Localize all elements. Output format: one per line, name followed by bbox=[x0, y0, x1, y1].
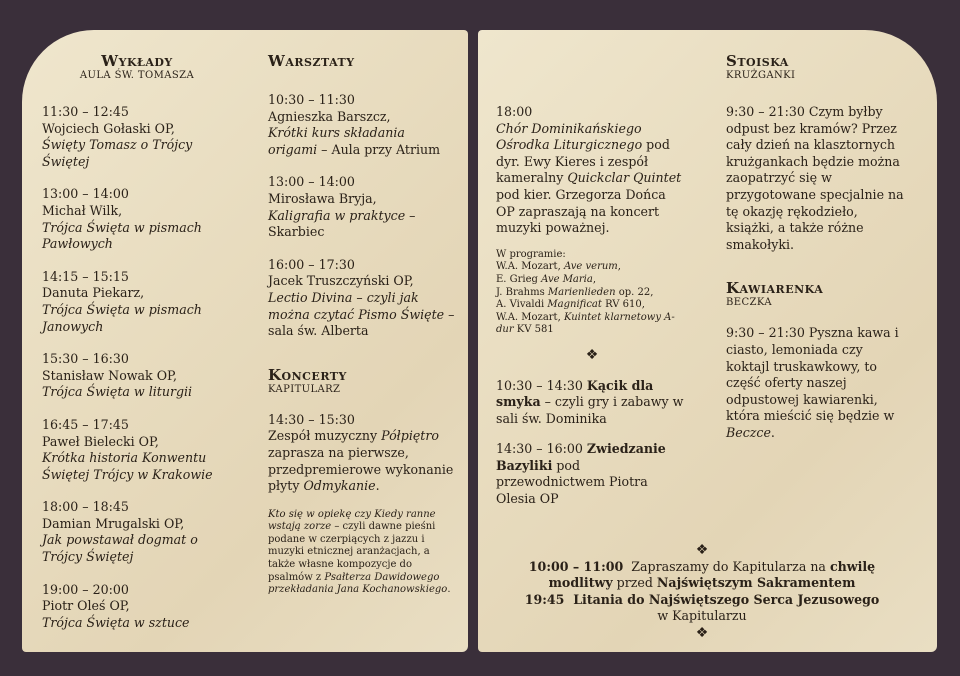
koncerty-location: KAPITULARZ bbox=[268, 383, 341, 395]
program-item bbox=[496, 299, 688, 312]
lecture-speaker: Paweł Bielecki OP, bbox=[42, 433, 159, 449]
evening-concert-text: Chór Dominikańskiego Ośrodka Liturgicznego pod dyr. Ewy Kieres i zespół kameralny Quickclar Quintet pod kier. Grzegorza Dońca OP zapraszają na koncert muzyki poważnej. bbox=[496, 120, 682, 236]
lecture-title: Trójca Święta w sztuce bbox=[42, 614, 190, 630]
divider-icon: ❖ bbox=[585, 346, 599, 363]
warsztaty-heading: Warsztaty bbox=[268, 52, 355, 70]
lecture-title: Święty Tomasz o Trójcy Świętej bbox=[42, 137, 193, 169]
center-right-column bbox=[496, 104, 688, 508]
lecture-title: Trójca Święta w liturgii bbox=[42, 384, 193, 400]
lecture-speaker: Piotr Oleś OP, bbox=[42, 598, 130, 614]
wyklady-location: AULA ŚW. TOMASZA bbox=[79, 70, 195, 81]
stoiska-heading: Stoiska bbox=[726, 52, 789, 70]
program-composer: W.A. Mozart, bbox=[496, 261, 564, 273]
workshop-place: – sala św. Alberta bbox=[268, 306, 455, 339]
program-work: Ave Maria bbox=[541, 273, 593, 285]
stoiska-location: KRUŻGANKI bbox=[726, 70, 796, 81]
program bbox=[496, 249, 688, 337]
program-rest: op. 22, bbox=[615, 286, 654, 298]
koncert-time: 14:30 – 15:30 bbox=[268, 411, 355, 427]
workshop-place: – Aula przy Atrium bbox=[317, 141, 441, 157]
lecture-speaker: Danuta Piekarz, bbox=[42, 285, 145, 301]
workshop-title-text: Kaligrafia w praktyce bbox=[268, 207, 406, 223]
lecture-item bbox=[42, 186, 232, 252]
lecture-speaker: Stanisław Nowak OP, bbox=[42, 367, 177, 383]
lecture-speaker: Wojciech Gołaski OP, bbox=[42, 120, 175, 136]
divider-icon-top: ❖ bbox=[695, 542, 709, 558]
bottom-notes bbox=[496, 542, 908, 642]
divider-icon-bottom: ❖ bbox=[695, 624, 709, 641]
kacik-block: 10:30 – 14:30 Kącik dla smyka – czyli gry i zabawy w sali św. Dominika bbox=[496, 377, 684, 426]
lecture-item bbox=[42, 417, 232, 483]
program-item bbox=[496, 312, 688, 337]
wyklady-list bbox=[42, 104, 232, 631]
program-label: W programie: bbox=[496, 248, 566, 260]
workshop-title bbox=[268, 290, 458, 340]
kawiarenka-text: 9:30 – 21:30 Pyszna kawa i ciasto, lemoniada czy koktajl truskawkowy, to część oferty naszej odpustowej kawiarenki, która mieścić się będzie w Beczce. bbox=[726, 325, 899, 440]
program-list bbox=[496, 261, 688, 337]
lecture-item bbox=[42, 499, 232, 565]
program-work: Kuintet klarnetowy A-dur bbox=[496, 311, 675, 336]
lecture-speaker: Michał Wilk, bbox=[42, 202, 123, 218]
workshop-title-text: Lectio Divina – czyli jak można czytać Pismo Święte bbox=[268, 289, 445, 322]
program-work: Magnificat bbox=[547, 299, 602, 311]
workshop-item bbox=[268, 174, 458, 240]
program-rest: , bbox=[617, 261, 621, 273]
workshop-item bbox=[268, 257, 458, 340]
koncerty-heading: Koncerty bbox=[268, 365, 347, 384]
program-rest: , bbox=[592, 273, 597, 285]
lecture-time: 11:30 – 12:45 bbox=[42, 104, 129, 119]
wyklady-heading: Wykłady bbox=[101, 52, 173, 70]
lecture-speaker: Damian Mrugalski OP, bbox=[42, 515, 185, 531]
lecture-time: 14:15 – 15:15 bbox=[42, 268, 129, 284]
koncert-text: Zespół muzyczny Półpiętro zaprasza na pierwsze, przedpremierowe wykonanie płyty Odmykanie. bbox=[268, 428, 454, 494]
workshop-title bbox=[268, 125, 458, 158]
lecture-item bbox=[42, 582, 232, 632]
evening-concert-time: 18:00 bbox=[496, 104, 533, 119]
workshop-time: 10:30 – 11:30 bbox=[268, 92, 355, 107]
lecture-item bbox=[42, 104, 232, 170]
program-item bbox=[496, 261, 688, 274]
program-rest: RV 610, bbox=[601, 299, 645, 311]
lecture-item bbox=[42, 269, 232, 335]
workshop-person: Agnieszka Barszcz, bbox=[268, 108, 391, 124]
workshop-person: Jacek Truszczyński OP, bbox=[268, 273, 414, 289]
kawiarenka-location: BECZKA bbox=[726, 297, 772, 309]
lecture-time: 19:00 – 20:00 bbox=[42, 581, 129, 597]
lecture-item bbox=[42, 351, 232, 401]
kawiarenka-heading: Kawiarenka bbox=[726, 279, 824, 298]
lecture-time: 15:30 – 16:30 bbox=[42, 351, 129, 367]
bottom-line-3: w Kapitularzu bbox=[657, 608, 747, 624]
program-composer: W.A. Mozart, bbox=[496, 311, 564, 323]
stoiska-text: 9:30 – 21:30 Czym byłby odpust bez kramów? Przez cały dzień na klasztornych krużgankach będzie można zaopatrzyć się w przygotowane specjalnie na tę okazję rękodzieło, książki, a także różne smakołyki. bbox=[726, 104, 904, 252]
warsztaty-list bbox=[268, 92, 458, 340]
bottom-line-2: 19:45 Litania do Najświętszego Serca Jezusowego bbox=[524, 591, 880, 607]
program-work: Ave verum bbox=[563, 261, 618, 273]
wyklady-column bbox=[42, 52, 232, 631]
workshop-time: 16:00 – 17:30 bbox=[268, 256, 355, 272]
lecture-title: Krótka historia Konwentu Świętej Trójcy w Krakowie bbox=[42, 450, 213, 482]
lecture-title: Jak powstawał dogmat o Trójcy Świętej bbox=[42, 532, 198, 565]
program-composer: E. Grieg bbox=[496, 273, 542, 285]
program-rest: KV 581 bbox=[513, 324, 554, 336]
zwiedzanie-block: 14:30 – 16:00 Zwiedzanie Bazyliki pod przewodnictwem Piotra Olesia OP bbox=[496, 441, 666, 507]
workshop-person: Mirosława Bryja, bbox=[268, 190, 377, 206]
program-item bbox=[496, 274, 688, 287]
program-work: Marienlieden bbox=[547, 286, 616, 298]
koncert-block bbox=[268, 412, 458, 495]
program-composer: A. Vivaldi bbox=[496, 299, 548, 311]
workshop-time: 13:00 – 14:00 bbox=[268, 174, 355, 190]
program-composer: J. Brahms bbox=[496, 286, 548, 298]
stoiska-column bbox=[726, 52, 906, 442]
lecture-time: 13:00 – 14:00 bbox=[42, 186, 129, 202]
lecture-title: Trójca Święta w pismach Janowych bbox=[42, 301, 202, 334]
program-item bbox=[496, 287, 688, 300]
koncert-description: Kto się w opiekę czy Kiedy ranne wstają zorze – czyli dawne pieśni podane w czerpiących z jazzu i muzyki etnicznej aranżacjach, a także własne kompozycje do psalmów z Psałterza Dawidowego przekładania Jana Kochanowskiego. bbox=[268, 508, 451, 596]
workshop-place: – Skarbiec bbox=[268, 207, 416, 240]
workshop-title bbox=[268, 208, 458, 241]
warsztaty-column bbox=[268, 52, 458, 597]
lecture-time: 18:00 – 18:45 bbox=[42, 499, 129, 515]
bottom-line-1: 10:00 – 11:00 Zapraszamy do Kapitularza na chwilę modlitwy przed Najświętszym Sakramentem bbox=[528, 558, 876, 591]
workshop-title-text: Krótki kurs składania origami bbox=[268, 125, 405, 157]
workshop-item bbox=[268, 92, 458, 158]
lecture-title: Trójca Święta w pismach Pawłowych bbox=[42, 219, 202, 252]
lecture-time: 16:45 – 17:45 bbox=[42, 416, 129, 432]
